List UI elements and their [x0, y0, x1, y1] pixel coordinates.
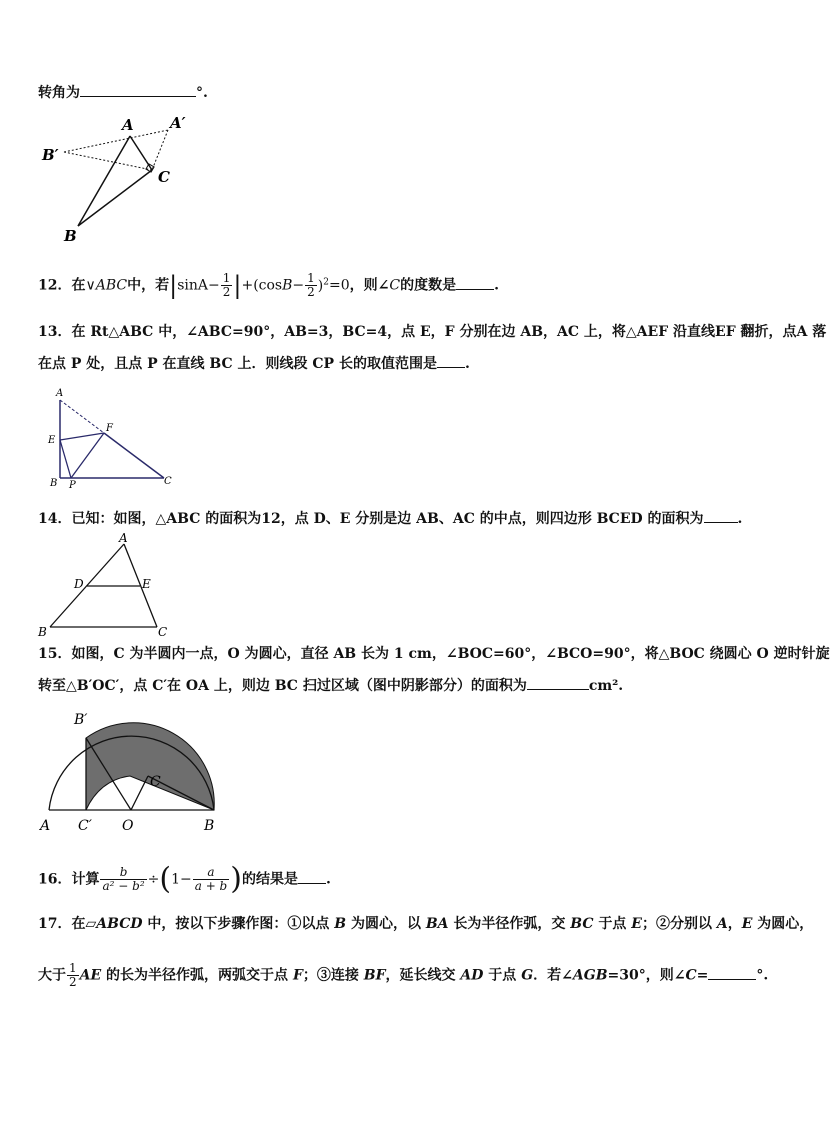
figure-14: [34, 530, 184, 640]
label-A: A: [122, 116, 134, 134]
q11-line: [38, 82, 208, 103]
label-C: C: [158, 168, 170, 186]
q14-end: .: [737, 511, 743, 527]
label-B: B: [50, 478, 58, 489]
q15-unit: cm².: [588, 678, 624, 694]
label-A: A: [40, 818, 51, 834]
label-B-prime: B′: [42, 146, 59, 164]
label-F: F: [106, 423, 113, 434]
q14-line: [38, 508, 742, 529]
label-C-prime: C′: [78, 818, 92, 834]
q12-minus: −: [208, 277, 220, 294]
q11-text: 转角为: [38, 85, 80, 101]
q12-line: 12．在∨ABC中，若|sinA− $\frac{1}{2}$ |+(cosB− $\frac{1}{2}$ )$^2$=0，则∠C的度数是 .: [38, 271, 499, 300]
q17-line-1: 17．在▱ABCD 中，按以下步骤作图：①以点 B 为圆心，以 BA 长为半径作弧，交 BC 于点 E；②分别以 A，E 为圆心，: [38, 916, 814, 932]
label-C: C: [158, 625, 168, 639]
q12-sinA: sinA: [177, 277, 208, 294]
q14-text: 14．已知：如图，△ABC 的面积为12，点 D、E 分别是边 AB、AC 的中点，则四边形 BCED 的面积为: [38, 511, 704, 527]
q12-then: ，则∠: [349, 277, 390, 294]
label-B: B: [204, 818, 215, 834]
q15-line-2: [38, 675, 623, 696]
label-B-prime: B′: [74, 712, 88, 728]
q16-prefix: 16．计算: [38, 871, 100, 888]
label-A: A: [119, 531, 128, 545]
label-B: B: [64, 227, 77, 245]
q12-number: 12．在: [38, 277, 86, 294]
answer-blank[interactable]: [527, 675, 589, 690]
q12-triangle: ∨ABC: [85, 277, 128, 294]
label-C: C: [150, 774, 161, 790]
label-D: D: [74, 577, 84, 591]
answer-blank[interactable]: [437, 353, 465, 368]
q17-line-2: 大于 $\frac{1}{2}$ AE 的长为半径作弧，两弧交于点 F；③连接 BF，延长线交 AD 于点 G．若∠AGB=30°，则∠C= °.: [38, 961, 769, 989]
figure-15: [36, 708, 226, 836]
q17-half: $\frac{1}{2}$: [69, 961, 77, 989]
label-A: A: [56, 388, 64, 399]
q12-minus-2: −: [292, 277, 305, 294]
q12-text: 中，若: [127, 277, 170, 294]
q16-fraction-1: $\frac{b}{\text{a² − b²}}$: [102, 865, 145, 893]
answer-blank[interactable]: [456, 275, 494, 290]
label-C: C: [164, 476, 172, 487]
q12-cos: +(cos: [241, 277, 283, 294]
q12-half-2: $\frac{1}{2}$: [307, 271, 315, 300]
label-E: E: [48, 435, 56, 446]
q12-end: 的度数是: [400, 277, 457, 294]
figure-11: [36, 108, 206, 248]
q12-dot: .: [494, 277, 499, 294]
q12-half-1: $\frac{1}{2}$: [222, 271, 231, 300]
q16-dot: .: [325, 871, 331, 888]
answer-blank[interactable]: [708, 965, 756, 980]
q16-line: 16．计算 $\frac{b}{\text{a² − b²}}$ ÷(1− $\frac{a}{a + b}$ )的结果是 .: [38, 861, 331, 897]
q13-text: 在点 P 处，且点 P 在直线 BC 上．则线段 CP 长的取值范围是: [38, 356, 437, 372]
q16-div: ÷: [147, 871, 160, 888]
label-A-prime: A′: [170, 114, 186, 132]
answer-blank[interactable]: [80, 82, 196, 97]
q13-end: .: [464, 356, 470, 372]
q16-fraction-2: $\frac{a}{a + b}$: [194, 865, 228, 893]
label-P: P: [69, 480, 76, 491]
figure-13: [44, 385, 184, 490]
q13-line-1: 13．在 Rt△ABC 中，∠ABC=90°，AB=3，BC=4，点 E，F 分别在边 AB，AC 上，将△AEF 沿直线EF 翻折，点A 落: [38, 324, 827, 340]
q13-line-2: [38, 353, 470, 374]
answer-blank[interactable]: [704, 508, 738, 523]
q12-eq: =0: [329, 277, 350, 294]
q12-C: C: [389, 277, 401, 294]
q15-text: 转至△B′OC′，点 C′在 OA 上，则边 BC 扫过区域（图中阴影部分）的面积为: [38, 678, 527, 694]
label-E: E: [142, 577, 151, 591]
label-B: B: [38, 625, 47, 639]
q11-suffix: °.: [196, 85, 208, 101]
answer-blank[interactable]: [298, 869, 326, 884]
q16-one: 1−: [171, 871, 192, 888]
q12-B: B: [282, 277, 293, 294]
label-O: O: [122, 818, 134, 834]
q15-line-1: 15．如图，C 为半圆内一点，O 为圆心，直径 AB 长为 1 cm，∠BOC=60°，∠BCO=90°，将△BOC 绕圆心 O 逆时针旋: [38, 646, 830, 662]
q16-end: 的结果是: [241, 871, 298, 888]
